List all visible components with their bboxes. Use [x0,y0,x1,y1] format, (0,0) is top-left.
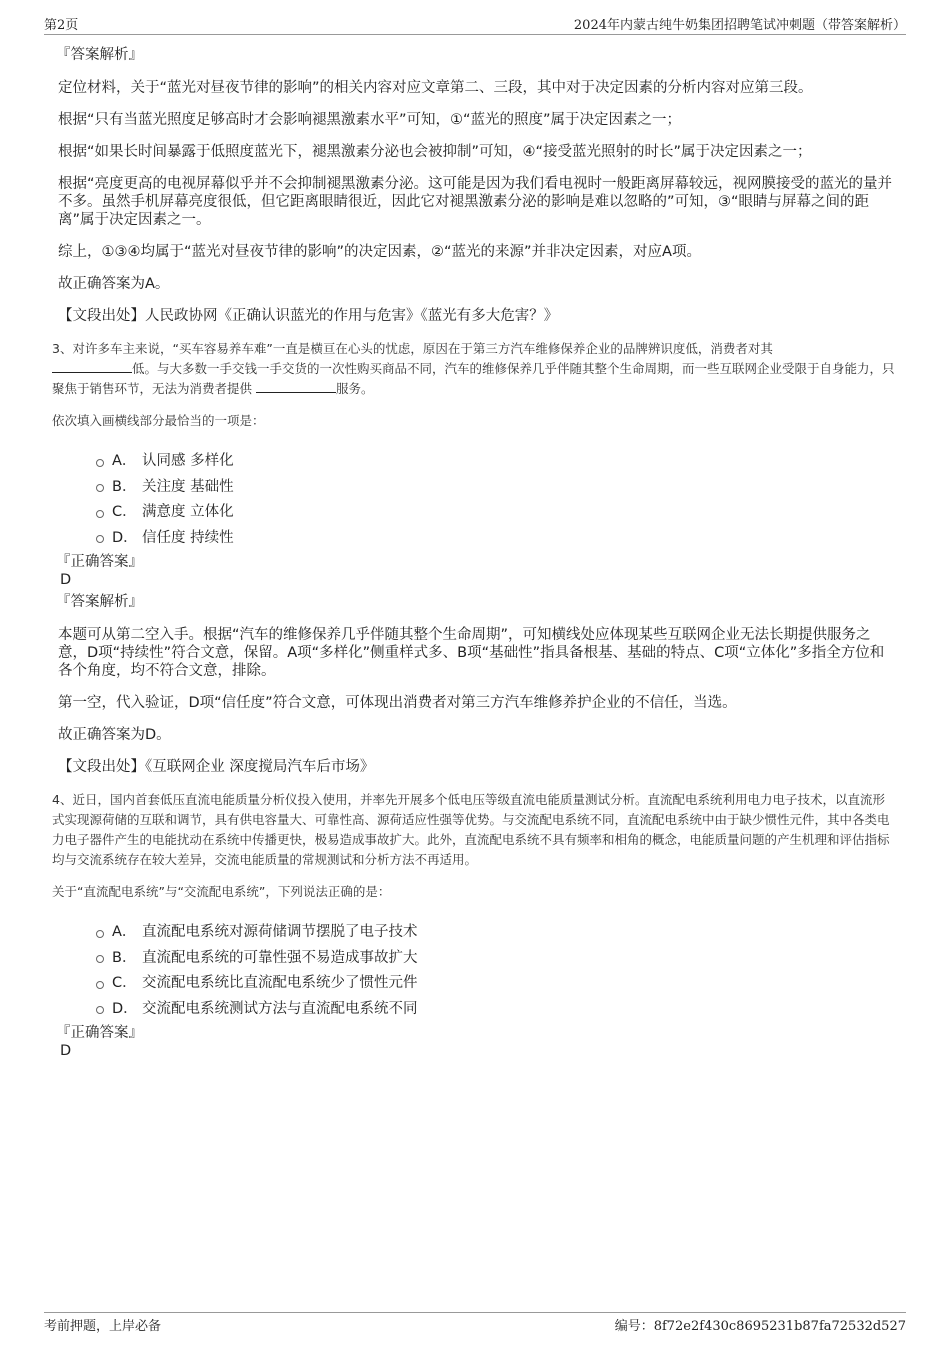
fill-blank [52,359,132,373]
question-4-options [96,918,896,1020]
option-d[interactable]: D． 信任度 持续性 [96,524,896,550]
analysis-para: 定位材料，关于“蓝光对昼夜节律的影响”的相关内容对应文章第二、三段，其中对于决定因素的分析内容对应第三段。 [58,80,813,96]
source-citation: 【文段出处】《互联网企业 深度搅局汽车后市场》 [58,759,375,775]
question-4-prompt: 关于“直流配电系统”与“交流配电系统”，下列说法正确的是： [52,884,391,899]
option-c[interactable]: C． 满意度 立体化 [96,498,896,524]
correct-answer: D [60,1043,72,1059]
page-header [44,14,906,35]
answer-analysis-tag: 『答案解析』 [56,47,143,63]
radio-icon[interactable] [96,1006,104,1014]
analysis-para: 根据“亮度更高的电视屏幕似乎并不会抑制褪黑激素分泌。这可能是因为我们看电视时一般距离屏幕较远，视网膜接受的蓝光的量并不多。虽然手机屏幕亮度很低，但它距离眼睛很近，因此它对褪黑激素分泌的影响是难以忽略的”可知，③“眼睛与屏幕之间的距离”属于决定因素之一。 [58,176,893,228]
footer-slogan: 考前押题，上岸必备 [44,1319,162,1334]
radio-icon[interactable] [96,930,104,938]
page-footer [44,1312,906,1337]
question-3-options [96,447,896,549]
radio-icon[interactable] [96,484,104,492]
radio-icon[interactable] [96,459,104,467]
radio-icon[interactable] [96,510,104,518]
option-b[interactable]: B． 关注度 基础性 [96,473,896,499]
radio-icon[interactable] [96,955,104,963]
option-d[interactable]: D． 交流配电系统测试方法与直流配电系统不同 [96,995,896,1021]
option-a[interactable]: A． 直流配电系统对源荷储调节摆脱了电子技术 [96,918,896,944]
option-c[interactable]: C． 交流配电系统比直流配电系统少了惯性元件 [96,969,896,995]
analysis-para: 故正确答案为D。 [58,727,171,743]
option-a[interactable]: A． 认同感 多样化 [96,447,896,473]
page-content [52,46,896,1064]
analysis-para: 综上，①③④均属于“蓝光对昼夜节律的影响”的决定因素，②“蓝光的来源”并非决定因素，对应A项。 [58,244,701,260]
question-3-stem: 3、对许多车主来说，“买车容易养车难”一直是横亘在心头的忧虑，原因在于第三方汽车维修保养企业的品牌辨识度低，消费者对其 低。与大多数一手交钱一手交货的一次性购买商品不同，汽车的维修保养几乎伴随其整个生命周期，而一些互联网企业受限于自身能力，只聚焦于销售环节，无法为消费者提供 服务。 [52,341,895,396]
page-number: 第2页 [44,18,79,33]
radio-icon[interactable] [96,535,104,543]
fill-blank [256,379,336,393]
question-3-prompt: 依次填入画横线部分最恰当的一项是： [52,413,265,428]
correct-answer-tag: 『正确答案』 [56,554,143,570]
analysis-para: 根据“如果长时间暴露于低照度蓝光下，褪黑激素分泌也会被抑制”可知，④“接受蓝光照射的时长”属于决定因素之一； [58,144,812,160]
analysis-para: 根据“只有当蓝光照度足够高时才会影响褪黑激素水平”可知，①“蓝光的照度”属于决定因素之一； [58,112,682,128]
correct-answer: D [60,572,72,588]
source-citation: 【文段出处】人民政协网《正确认识蓝光的作用与危害》《蓝光有多大危害？》 [58,308,559,324]
answer-analysis-tag: 『答案解析』 [56,594,143,610]
document-title: 2024年内蒙古纯牛奶集团招聘笔试冲刺题（带答案解析） [573,18,906,33]
analysis-para: 第一空，代入验证，D项“信任度”符合文意，可体现出消费者对第三方汽车维修养护企业的不信任，当选。 [58,695,737,711]
question-4-stem: 4、近日，国内首套低压直流电能质量分析仪投入使用，并率先开展多个低电压等级直流电能质量测试分析。直流配电系统利用电力电子技术，以直流形式实现源荷储的互联和调节，具有供电容量大、可靠性高、源荷适应性强等优势。与交流配电系统不同，直流配电系统中由于缺少惯性元件，其中各类电力电子器件产生的电能扰动在系统中传播更快，极易造成事故扩大。此外，直流配电系统不具有频率和相角的概念，电能质量问题的产生机理和评估指标均与交流系统存在较大差异，交流电能质量的常规测试和分析方法不再适用。 [52,792,890,867]
analysis-para: 本题可从第二空入手。根据“汽车的维修保养几乎伴随其整个生命周期”，可知横线处应体现某些互联网企业无法长期提供服务之意，D项“持续性”符合文意，保留。A项“多样化”侧重样式多、B项“基础性”指具备根基、基础的特点、C项“立体化”多指全方位和各个角度，均不符合文意，排除。 [58,627,885,679]
radio-icon[interactable] [96,981,104,989]
option-b[interactable]: B． 直流配电系统的可靠性强不易造成事故扩大 [96,944,896,970]
document-id: 编号：8f72e2f430c8695231b87fa72532d527 [614,1319,906,1334]
correct-answer-tag: 『正确答案』 [56,1025,143,1041]
analysis-para: 故正确答案为A。 [58,276,170,292]
